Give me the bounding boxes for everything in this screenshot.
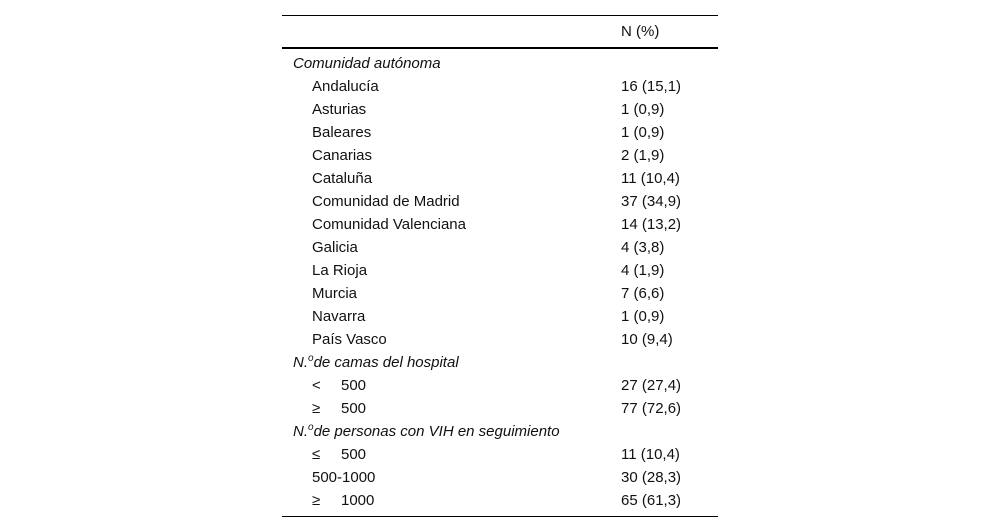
table-row <box>282 328 718 351</box>
row-label-text: 500 <box>341 446 367 463</box>
row-value: 37 (34,9) <box>621 193 682 210</box>
table-row <box>282 397 718 420</box>
row-label-text: Comunidad Valenciana <box>312 216 466 233</box>
group-title-prefix: N. <box>293 423 308 440</box>
row-value: 10 (9,4) <box>621 331 673 348</box>
row-label <box>312 144 372 167</box>
row-comparator: ≥ <box>312 400 321 417</box>
group-row <box>282 351 718 374</box>
row-value: 14 (13,2) <box>621 216 682 233</box>
column-header-n: N (%) <box>621 23 660 40</box>
table-row <box>282 282 718 305</box>
group-title-text: de camas del hospital <box>313 354 459 371</box>
group-row <box>282 420 718 443</box>
table-bottom-rule <box>282 516 718 517</box>
row-value: 1 (0,9) <box>621 124 665 141</box>
group-title-superscript: o <box>308 422 314 433</box>
row-label-text: Murcia <box>312 285 358 302</box>
row-comparator: < <box>312 377 321 394</box>
group-title-text: de personas con VIH en seguimiento <box>313 423 560 440</box>
row-label-text: Baleares <box>312 124 372 141</box>
row-value: 11 (10,4) <box>621 446 680 463</box>
row-label-text: Galicia <box>312 239 358 256</box>
table-header <box>282 16 718 47</box>
row-label <box>312 121 371 144</box>
table-row <box>282 443 718 466</box>
row-label-text: País Vasco <box>312 331 387 348</box>
row-value: 65 (61,3) <box>621 492 682 509</box>
row-label-text: Comunidad de Madrid <box>312 193 460 210</box>
table-row <box>282 259 718 282</box>
row-label <box>312 98 366 121</box>
row-value: 7 (6,6) <box>621 285 665 302</box>
group-row <box>282 52 718 75</box>
table-row <box>282 167 718 190</box>
row-label <box>312 374 366 397</box>
table-row <box>282 236 718 259</box>
group-title-text: Comunidad autónoma <box>293 55 441 72</box>
table-row <box>282 121 718 144</box>
row-label <box>312 75 379 98</box>
row-label-text: Navarra <box>312 308 366 325</box>
row-label <box>312 259 367 282</box>
row-value: 11 (10,4) <box>621 170 680 187</box>
row-label-text: Cataluña <box>312 170 373 187</box>
row-value: 27 (27,4) <box>621 377 682 394</box>
row-label <box>312 213 466 236</box>
table-row <box>282 98 718 121</box>
row-label <box>312 305 365 328</box>
row-label <box>312 190 460 213</box>
group-title-superscript: o <box>308 353 314 364</box>
row-comparator: ≤ <box>312 446 321 463</box>
row-label-text: 1000 <box>341 492 375 509</box>
row-label-text: 500-1000 <box>312 469 376 486</box>
row-value: 4 (1,9) <box>621 262 665 279</box>
row-comparator: ≥ <box>312 492 321 509</box>
row-value: 1 (0,9) <box>621 101 665 118</box>
group-title-prefix: N. <box>293 354 308 371</box>
table-row <box>282 213 718 236</box>
row-value: 16 (15,1) <box>621 78 682 95</box>
table-row <box>282 190 718 213</box>
row-label <box>312 282 357 305</box>
row-label <box>312 489 374 512</box>
row-label-text: Canarias <box>312 147 373 164</box>
row-label-text: La Rioja <box>312 262 368 279</box>
row-label-text: 500 <box>341 400 367 417</box>
row-label <box>312 236 358 259</box>
row-label-text: Andalucía <box>312 78 379 95</box>
table-row <box>282 466 718 489</box>
table-row <box>282 489 718 512</box>
group-title <box>293 351 459 374</box>
row-label-text: 500 <box>341 377 367 394</box>
group-title <box>293 420 560 443</box>
table-row <box>282 144 718 167</box>
group-title <box>293 52 441 75</box>
table-body <box>282 49 718 516</box>
table-row <box>282 75 718 98</box>
table-row <box>282 374 718 397</box>
row-value: 1 (0,9) <box>621 308 665 325</box>
row-label <box>312 167 372 190</box>
row-label <box>312 328 387 351</box>
hospital-table <box>282 15 718 517</box>
row-value: 2 (1,9) <box>621 147 665 164</box>
row-value: 30 (28,3) <box>621 469 682 486</box>
row-value: 77 (72,6) <box>621 400 682 417</box>
table-row <box>282 305 718 328</box>
row-label <box>312 443 366 466</box>
row-label <box>312 397 366 420</box>
row-label <box>312 466 375 489</box>
row-value: 4 (3,8) <box>621 239 665 256</box>
row-label-text: Asturias <box>312 101 367 118</box>
